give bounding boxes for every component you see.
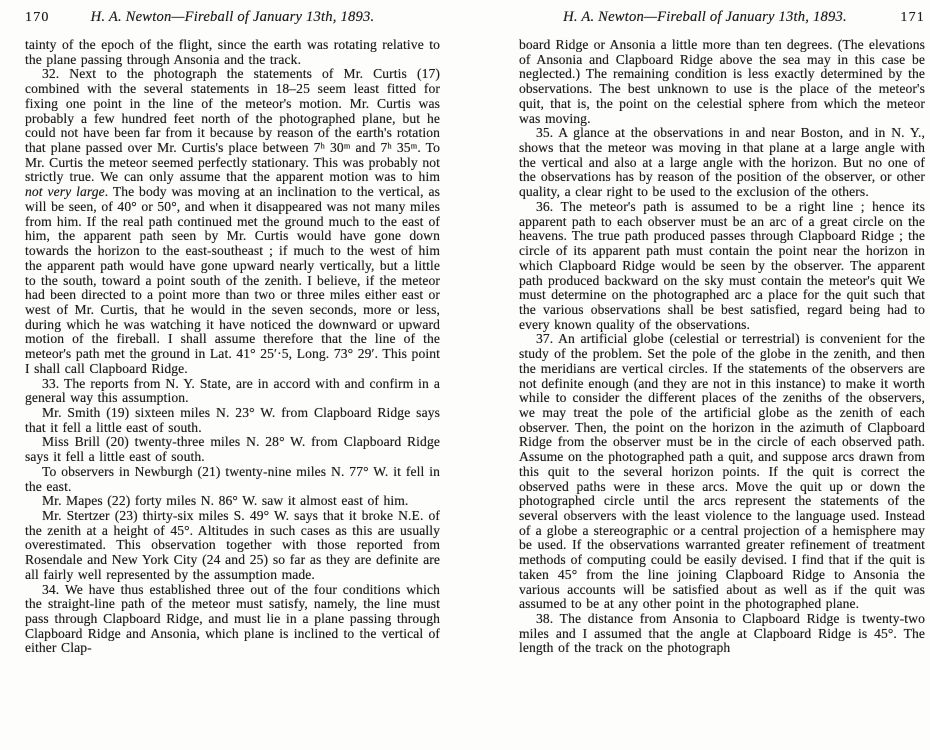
right-running-title: H. A. Newton—Fireball of January 13th, 1893. — [563, 9, 847, 25]
left-running-title: H. A. Newton—Fireball of January 13th, 1893. — [90, 9, 375, 25]
paragraph-text: Mr. Mapes (22) forty miles N. 86° W. saw it almost east of him. — [42, 493, 409, 509]
paragraph — [25, 67, 440, 376]
paragraph — [25, 583, 440, 657]
right-page-header — [519, 9, 925, 28]
paragraph — [519, 200, 925, 332]
left-page-body — [25, 38, 440, 656]
paragraph — [25, 377, 440, 406]
paragraph-text: Mr. Stertzer (23) thirty-six miles S. 49° W. says that it broke N.E. of the zenith at a height of 45°. Altitudes in such cases as this are usually overestimated. This observation together with those reported from Rosendale and New York City (24 and 25) so far as they are definite are all fairly well represented by the assumption made. — [25, 508, 440, 582]
paragraph-italic-text: not very large — [25, 184, 105, 200]
paragraph — [25, 465, 440, 494]
paragraph — [25, 38, 440, 67]
right-page-number: 171 — [900, 10, 925, 25]
paragraph — [25, 494, 440, 509]
paragraph-text: 34. We have thus established three out of the four conditions which the straight-line path of the meteor must satisfy, namely, the line must pass through Clapboard Ridge, and must lie in a plane passing through Clapboard Ridge and Ansonia, which plane is inclined to the vertical of either Clap- — [25, 581, 440, 656]
paragraph — [519, 38, 925, 126]
paragraph — [519, 612, 925, 656]
paragraph — [25, 406, 440, 435]
paragraph-text: 38. The distance from Ansonia to Clapboard Ridge is twenty-two miles and I assumed that the angle at Clapboard Ridge is 45°. The length of the track on the photograph — [519, 611, 925, 656]
left-page — [25, 0, 440, 656]
paragraph — [25, 435, 440, 464]
paragraph — [519, 332, 925, 612]
paragraph-text: To observers in Newburgh (21) twenty-nine miles N. 77° W. it fell in the east. — [25, 463, 440, 494]
paragraph-text: Mr. Smith (19) sixteen miles N. 23° W. from Clapboard Ridge says that it fell a little east of south. — [25, 404, 440, 435]
left-page-number: 170 — [25, 10, 50, 25]
paragraph-text: Miss Brill (20) twenty-three miles N. 28° W. from Clapboard Ridge says it fell a little east of south. — [25, 434, 440, 465]
paragraph-text: board Ridge or Ansonia a little more than ten degrees. (The elevations of Ansonia and Clapboard Ridge above the sea may in this case be neglected.) The remaining condition is less exactly determined by the observations. The best unknown to use is the place of the meteor's quit, that is, the point on the celestial sphere from which the meteor was moving. — [519, 37, 925, 126]
paragraph-text: 33. The reports from N. Y. State, are in accord with and confirm in a general way this assumption. — [25, 375, 440, 406]
paragraph-text: 36. The meteor's path is assumed to be a right line ; hence its apparent path to each observer must be an arc of a great circle on the heavens. The true path produced passes through Clapboard Ridge ; the circle of its apparent path must contain the point near the horizon in which Clapboard Ridge would be seen by the observer. The apparent path produced backward on the sky must contain the meteor's quit We must determine on the photographed arc a place for the quit such that the various observations shall be best satisfied, regard being had to every known quality of the observations. — [519, 198, 925, 332]
paragraph-text: . The body was moving at an inclination to the vertical, as will be seen, of 40° or 50°, and when it disappeared was not many miles from him. If the real path continued met the ground much to the east of him, the apparent path seen by Mr. Curtis would have gone down towards the horizon to the east-southeast ; if much to the west of him the apparent path would have gone upward nearly vertically, but a little to the south, toward a point south of the zenith. I believe, if the meteor had been directed to a point more than two or three miles either east or west of Mr. Curtis, that he would in the seven seconds, more or less, during which he was watching it have noticed the downward or upward motion of the fireball. I shall assume therefore that the line of the meteor's path met the ground in Lat. 41° 25′·5, Long. 73° 29′. This point I shall call Clapboard Ridge. — [25, 184, 440, 376]
paragraph — [519, 126, 925, 200]
paragraph — [25, 509, 440, 583]
left-page-header — [25, 9, 440, 28]
paragraph-text: 32. Next to the photograph the statements of Mr. Curtis (17) combined with the several statements in 18–25 seem least fitted for fixing one point in the line of the meteor's motion. Mr. Curtis was probably a few hundred feet north of the photographed plane, but he could not have been far from it because by reason of the earth's rotation that plane passed over Mr. Curtis's place between 7ʰ 30ᵐ and 7ʰ 35ᵐ. To Mr. Curtis the meteor seemed perfectly stationary. This was probably not strictly true. We can only assume that the apparent motion was to him — [25, 66, 440, 185]
paragraph-text: 37. An artificial globe (celestial or terrestrial) is convenient for the study of the problem. Set the pole of the globe in the zenith, and then the meridians are vertical circles. If the statements of the observers are not definite enough (and they are not in this instance) to make it worth while to consider the different places of the zeniths of the observers, we may treat the pole of the artificial globe as the zenith of each observer. Then, the point on the horizon in the azimuth of Clapboard Ridge from the observer must be in the circle of each observed path. Assume on the photographed path a quit, and suppose arcs drawn from this quit to the several horizon points. If the quit is correct the observed paths were in these arcs. Move the quit up or down the photographed circle until the arcs represent the statements of the several observers with the least violence to the language used. Instead of a globe a stereographic or a central projection of a hemisphere may be used. If the observations warranted greater refinement of treatment methods of computing could be easily devised. I find that if the quit is taken 45° from the line joining Clapboard Ridge to Ansonia the various accounts will be satisfied about as well as if the quit was assumed to be at any other point in the photographed plane. — [519, 331, 925, 612]
right-page — [519, 0, 925, 656]
paragraph-text: 35. A glance at the observations in and near Boston, and in N. Y., shows that the meteor was moving in that plane at a large angle with the vertical and also at a large angle with the horizon. But no one of the observations has by reason of the position of the observer, or other quality, a clear right to be used to the exclusion of the others. — [519, 125, 925, 200]
paragraph-text: tainty of the epoch of the flight, since the earth was rotating relative to the plane passing through Ansonia and the track. — [25, 37, 440, 67]
right-page-body — [519, 38, 925, 656]
